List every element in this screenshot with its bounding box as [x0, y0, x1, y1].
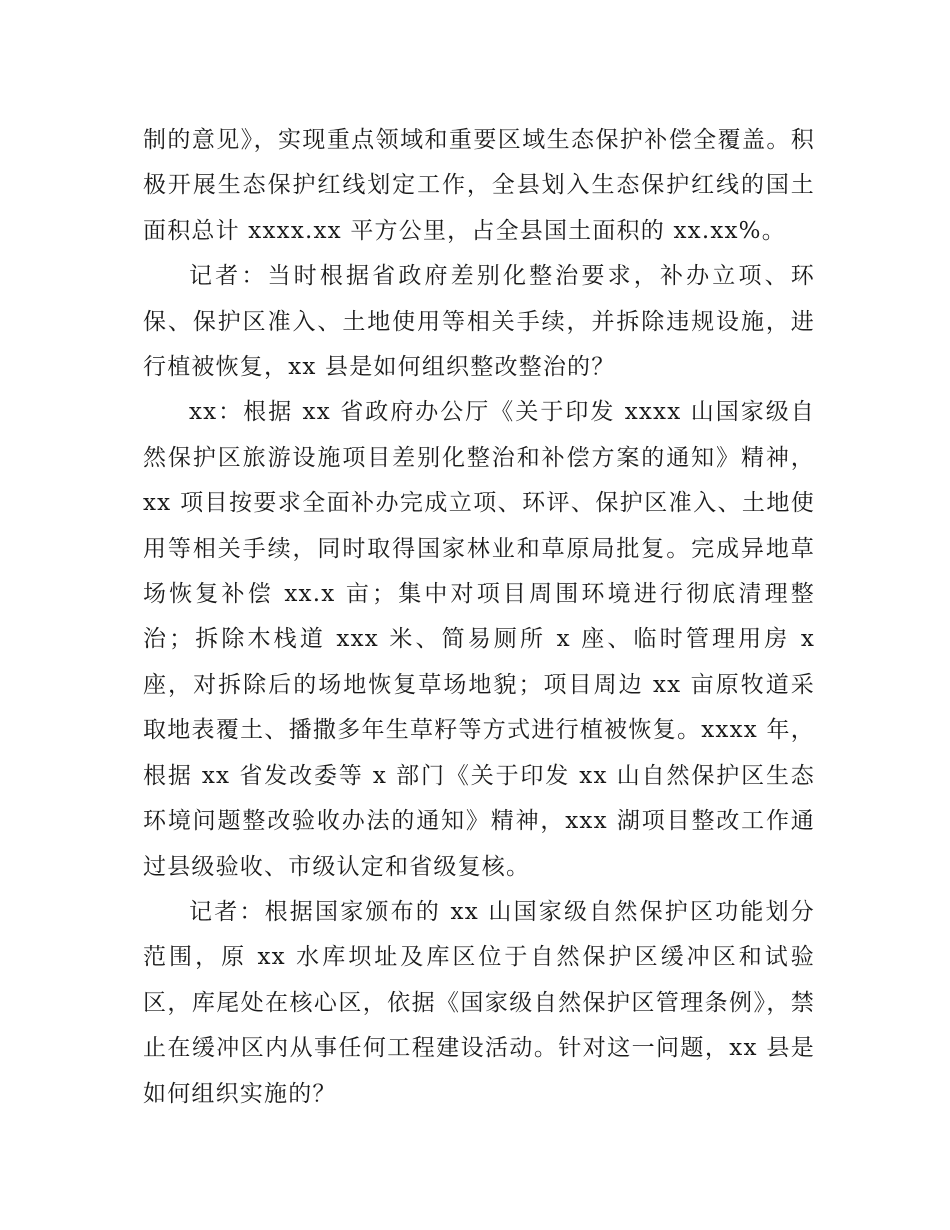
paragraph-reporter-question-reservoir: 记者：根据国家颁布的 xx 山国家级自然保护区功能划分范围，原 xx 水库坝址及库区位于自然保护区缓冲区和试验区，库尾处在核心区，依据《国家级自然保护区管理条例》，禁止在缓冲区内从事任何工程建设活动。针对这一问题，xx 县是如何组织实施的？ [143, 898, 815, 1107]
paragraph-answer-rectification: xx：根据 xx 省政府办公厅《关于印发 xxxx 山国家级自然保护区旅游设施项目差别化整治和补偿方案的通知》精神，xx 项目按要求全面补办完成立项、环评、保护区准入、土地使用等相关手续，同时取得国家林业和草原局批复。完成异地草场恢复补偿 xx.x 亩；集中对项目周围环境进行彻底清理整治；拆除木栈道 xxx 米、简易厕所 x 座、临时管理用房 x 座，对拆除后的场地恢复草场地貌；项目周边 xx 亩原牧道采取地表覆土、播撒多年生草籽等方式进行植被恢复。xxxx 年，根据 xx 省发改委等 x 部门《关于印发 xx 山自然保护区生态环境问题整改验收办法的通知》精神，xxx 湖项目整改工作通过县级验收、市级认定和省级复核。 [143, 399, 815, 880]
paragraph-reporter-question-rectification: 记者：当时根据省政府差别化整治要求，补办立项、环保、保护区准入、土地使用等相关手续，并拆除违规设施，进行植被恢复，xx 县是如何组织整改整治的？ [143, 263, 815, 381]
document-body [143, 118, 815, 1117]
paragraph-policy-continuation: 制的意见》，实现重点领域和重要区域生态保护补偿全覆盖。积极开展生态保护红线划定工作，全县划入生态保护红线的国土面积总计 xxxx.xx 平方公里，占全县国土面积的 xx.xx%。 [143, 127, 815, 244]
